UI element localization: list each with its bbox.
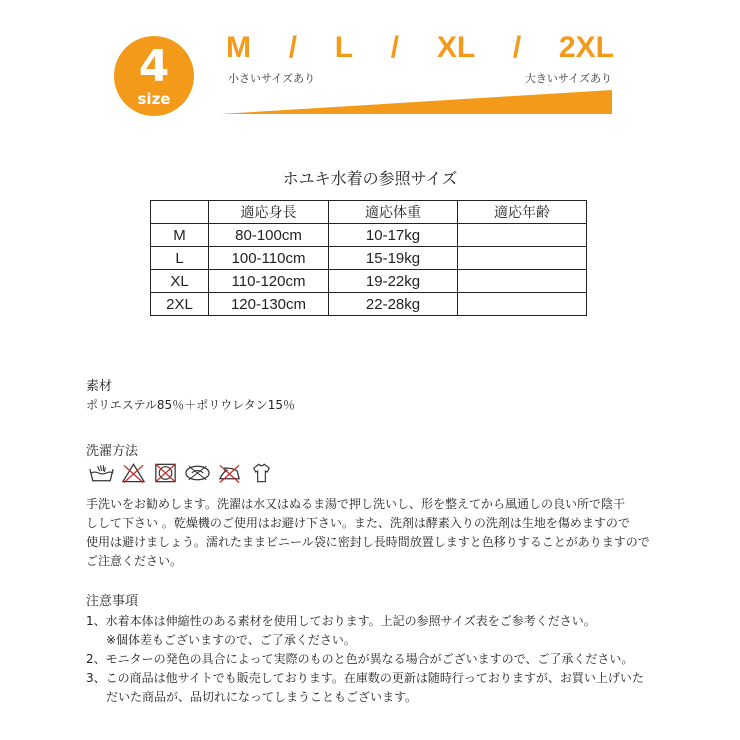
table-cell-weight: 22-28kg (329, 293, 458, 316)
size-separator: / (288, 31, 298, 64)
column-header-age: 適応年齢 (458, 201, 587, 224)
column-header-weight: 適応体重 (329, 201, 458, 224)
table-header-row (151, 201, 587, 224)
note-item: 2、モニターの発色の具合によって実際のものと色が異なる場合がございますので、ご了承ください。 (86, 652, 634, 666)
size-scale-wedge (220, 90, 614, 116)
hang-dry-icon (248, 462, 275, 484)
washing-instructions (86, 495, 650, 571)
hand-wash-icon (88, 462, 115, 484)
badge-number: 4 (138, 41, 170, 92)
column-header-height: 適応身長 (209, 201, 329, 224)
table-row (151, 247, 587, 270)
material-title: 素材 (86, 379, 113, 394)
washing-line: 手洗いをお勧めします。洗濯は水又はぬるま湯で押し洗いし、形を整えてから風通しの良い所で陰干 (86, 497, 626, 511)
table-cell-height: 110-120cm (209, 270, 329, 293)
size-2xl: 2XL (558, 31, 614, 64)
table-cell-weight: 10-17kg (329, 224, 458, 247)
table-cell-size: 2XL (151, 293, 209, 316)
material-text: ポリエステル85％＋ポリウレタン15％ (86, 398, 295, 412)
table-row (151, 293, 587, 316)
washing-line: しして下さい 。乾燥機のご使用はお避け下さい。また、洗剤は酵素入りの洗剤は生地を傷めますので (86, 516, 630, 530)
table-cell-height: 80-100cm (209, 224, 329, 247)
size-separator: / (390, 31, 400, 64)
size-table (150, 200, 587, 316)
size-l: L (334, 31, 354, 64)
note-item: ※個体差もございますので、ご了承ください。 (106, 633, 356, 647)
notes-list (86, 612, 644, 707)
column-header (151, 201, 209, 224)
table-cell-weight: 15-19kg (329, 247, 458, 270)
no-dry-clean-icon (184, 462, 211, 484)
table-cell-age (458, 224, 587, 247)
table-cell-height: 120-130cm (209, 293, 329, 316)
small-size-note: 小さいサイズあり (228, 72, 316, 85)
washing-line: ご注意ください。 (86, 554, 183, 568)
note-item: だいた商品が、品切れになってしまうこともございます。 (106, 690, 418, 704)
table-cell-age (458, 293, 587, 316)
table-cell-age (458, 270, 587, 293)
table-cell-age (458, 247, 587, 270)
table-cell-size: XL (151, 270, 209, 293)
size-options-row (226, 30, 614, 66)
size-separator: / (512, 31, 522, 64)
note-item: 1、水着本体は伸縮性のある素材を使用しております。上記の参照サイズ表をご参考ください。 (86, 614, 596, 628)
no-tumble-dry-icon (152, 462, 179, 484)
table-cell-weight: 19-22kg (329, 270, 458, 293)
no-bleach-icon (120, 462, 147, 484)
table-cell-height: 100-110cm (209, 247, 329, 270)
note-item: 3、この商品は他サイトでも販売しております。在庫数の更新は随時行っておりますが、お買い上げいた (86, 671, 644, 685)
size-xl: XL (436, 31, 476, 64)
large-size-note: 大きいサイズあり (524, 72, 612, 85)
table-cell-size: M (151, 224, 209, 247)
washing-line: 使用は避けましょう。濡れたままビニール袋に密封し長時間放置しますと色移りすることがありますので (86, 535, 650, 549)
no-iron-icon (216, 462, 243, 484)
care-icons (88, 462, 275, 484)
size-table-title: ホユキ水着の参照サイズ (282, 169, 458, 188)
table-cell-size: L (151, 247, 209, 270)
size-m: M (226, 31, 251, 64)
table-row (151, 224, 587, 247)
washing-title: 洗濯方法 (86, 444, 139, 459)
badge-label: size (137, 90, 171, 108)
size-count-badge (114, 36, 194, 116)
notes-title: 注意事項 (86, 594, 139, 609)
table-row (151, 270, 587, 293)
